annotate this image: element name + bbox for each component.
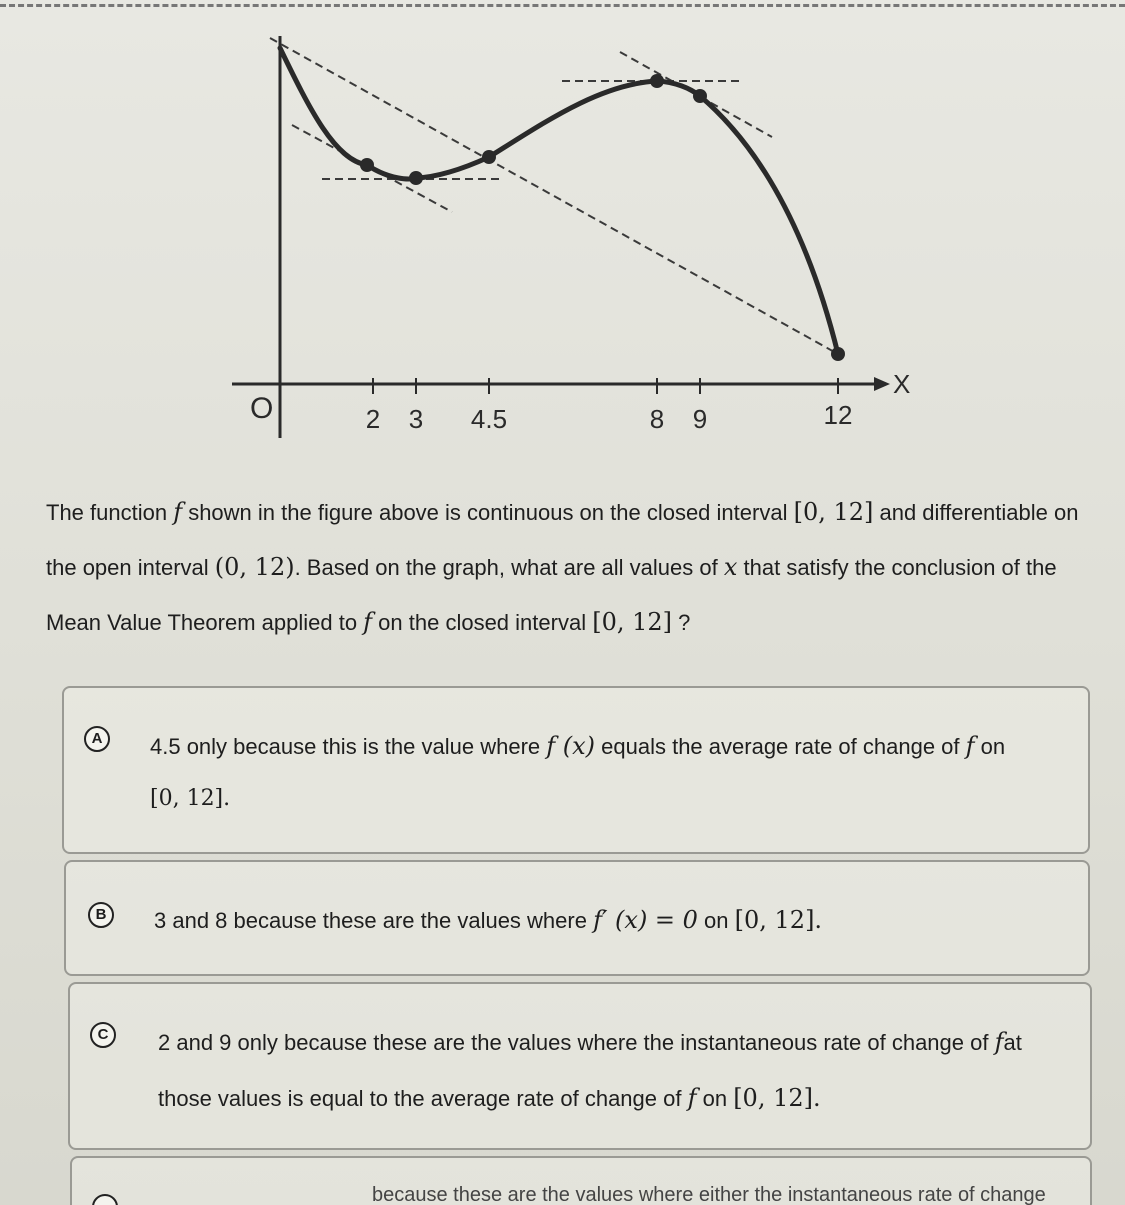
dashed-lines	[270, 38, 838, 354]
choice-text: on	[974, 734, 1006, 759]
choice-b-line-1	[154, 906, 822, 934]
choice-text: 3 and 8 because these are the values where	[154, 908, 594, 933]
choice-c-line-2	[158, 1084, 821, 1112]
choice-letter-a: A	[84, 726, 110, 752]
choice-d-partial-text: because these are the values where either the instantaneous rate of change	[372, 1184, 1046, 1205]
question-line-2	[46, 552, 1057, 583]
point-x-9	[693, 89, 707, 103]
point-x-3	[409, 171, 423, 185]
question-text: ?	[672, 610, 691, 635]
point-x-12	[831, 347, 845, 361]
tick-label-3: 3	[408, 404, 424, 434]
function-symbol: f	[173, 498, 183, 526]
function-graph	[0, 0, 1125, 470]
question-text: The function	[46, 500, 174, 525]
choice-text: 4.5 only because this is the value where	[150, 734, 547, 759]
function-symbol: f	[687, 1084, 697, 1112]
origin-label: O	[250, 392, 274, 425]
answer-choice-d[interactable]	[70, 1156, 1092, 1205]
choice-text: at	[1003, 1030, 1022, 1055]
closed-interval: [0, 12].	[733, 1084, 821, 1112]
question-text: the open interval	[46, 555, 215, 580]
choice-text: on	[697, 908, 735, 933]
point-x-4-5	[482, 150, 496, 164]
choice-text: on	[696, 1086, 734, 1111]
question-text: and differentiable on	[873, 500, 1079, 525]
function-symbol: f	[363, 608, 373, 636]
x-axis-arrow	[874, 377, 890, 391]
question-line-1	[46, 497, 1078, 528]
answer-choice-a[interactable]	[62, 686, 1090, 854]
choice-letter-c: C	[90, 1022, 116, 1048]
tick-label-12: 12	[823, 400, 853, 430]
x-axis-label: X	[893, 369, 911, 399]
function-value: f (x)	[546, 732, 596, 760]
tick-label-4-5: 4.5	[470, 404, 508, 434]
closed-interval: [0, 12]	[592, 608, 672, 636]
x-ticks	[366, 378, 853, 434]
function-symbol: f	[994, 1028, 1004, 1056]
tick-label-2: 2	[365, 404, 381, 434]
closed-interval: [0, 12]	[793, 498, 874, 526]
answer-choice-c[interactable]	[68, 982, 1092, 1150]
question-text: shown in the figure above is continuous on the closed interval	[182, 500, 794, 525]
choice-a-line-2: [0, 12].	[150, 786, 231, 811]
answer-choice-b[interactable]	[64, 860, 1090, 976]
function-curve	[280, 48, 838, 354]
point-x-2	[360, 158, 374, 172]
variable-x: x	[723, 553, 738, 581]
question-text: on the closed interval	[372, 610, 593, 635]
choice-text: those values is equal to the average rate of change of	[158, 1086, 688, 1111]
choice-letter-b: B	[88, 902, 114, 928]
question-line-3	[46, 607, 690, 638]
open-interval: (0, 12)	[214, 553, 295, 581]
closed-interval: [0, 12].	[734, 906, 823, 934]
tick-label-8: 8	[649, 404, 665, 434]
derivative-equation: f′ (x) = 0	[593, 906, 698, 934]
question-text: Mean Value Theorem applied to	[46, 610, 364, 635]
point-x-8	[650, 74, 664, 88]
question-text: . Based on the graph, what are all values of	[294, 555, 724, 580]
tick-label-9: 9	[692, 404, 708, 434]
choice-a-line-1	[150, 732, 1005, 760]
choice-letter-d	[92, 1194, 118, 1205]
function-symbol: f	[965, 732, 975, 760]
choice-c-line-1	[158, 1028, 1022, 1056]
secant-line	[270, 38, 838, 354]
question-text: that satisfy the conclusion of the	[737, 555, 1057, 580]
choice-text: equals the average rate of change of	[595, 734, 966, 759]
choice-text: 2 and 9 only because these are the values where the instantaneous rate of change of	[158, 1030, 995, 1055]
